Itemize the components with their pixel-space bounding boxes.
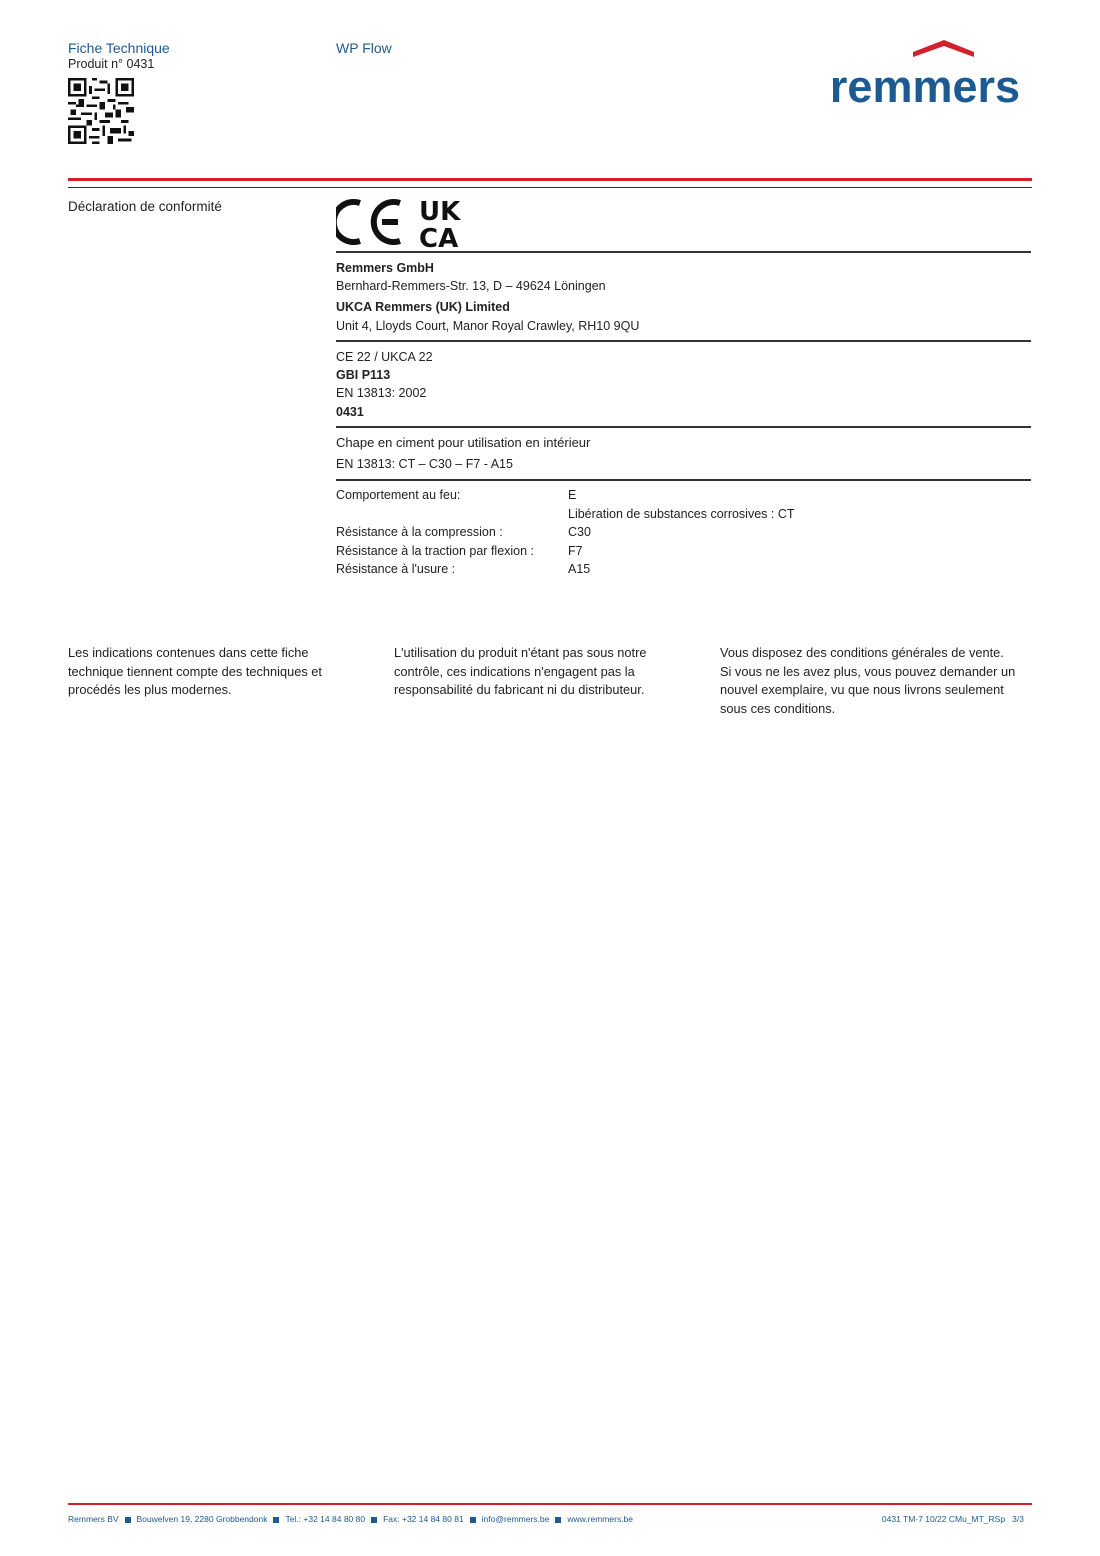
header-rule-red — [68, 178, 1032, 181]
property-value: F7 — [568, 544, 583, 558]
document-title: Fiche Technique — [68, 40, 170, 56]
product-designation: EN 13813: CT – C30 – F7 - A15 — [336, 457, 513, 471]
disclaimer-line: Si vous ne les avez plus, vous pouvez demander un — [720, 663, 1016, 679]
footer-doc-code: 0431 TM-7 10/22 CMu_MT_RSp — [881, 1514, 1006, 1524]
divider — [336, 340, 1031, 342]
property-label: Résistance à la traction par flexion : — [336, 544, 535, 558]
footer-tel: Tel.: +32 14 84 80 80 — [285, 1514, 366, 1524]
bullet-square-icon — [555, 1517, 561, 1523]
footer-doc-info — [882, 1514, 1024, 1524]
bullet-square-icon — [371, 1517, 377, 1523]
bullet-square-icon — [470, 1517, 476, 1523]
notified-body: GBI P113 — [336, 368, 391, 382]
remmers-logo — [818, 38, 1032, 114]
property-value: C30 — [568, 525, 591, 539]
svg-text:CA: CA — [419, 224, 459, 250]
footer-fax: Fax: +32 14 84 80 81 — [383, 1514, 464, 1524]
disclaimer-line: nouvel exemplaire, vu que nous livrons seulement — [720, 682, 1004, 698]
product-description: Chape en ciment pour utilisation en intérieur — [336, 435, 591, 450]
disclaimer-line: procédés les plus modernes. — [68, 682, 232, 698]
ce-mark-icon — [336, 202, 400, 242]
property-label: Résistance à l'usure : — [336, 562, 456, 576]
qr-code-icon — [68, 78, 134, 144]
disclaimer-line: Vous disposez des conditions générales de vente. — [720, 645, 1004, 660]
certification-year: CE 22 / UKCA 22 — [336, 350, 433, 364]
manufacturer-address: Bernhard-Remmers-Str. 13, D – 49624 Löningen — [336, 279, 606, 293]
bullet-square-icon — [125, 1517, 131, 1523]
svg-text:remmers: remmers — [829, 61, 1021, 112]
property-label: Résistance à la compression : — [336, 525, 503, 539]
section-label: Déclaration de conformité — [68, 199, 222, 214]
page-number: 3/3 — [1012, 1514, 1024, 1524]
uk-manufacturer-name: UKCA Remmers (UK) Limited — [336, 300, 510, 314]
footer-company: Remmers BV — [68, 1514, 119, 1524]
property-value: E — [568, 488, 577, 502]
disclaimer-line: L'utilisation du produit n'étant pas sous notre — [394, 645, 647, 660]
disclaimer-line: technique tiennent compte des techniques et — [68, 663, 322, 679]
property-label: Comportement au feu: — [336, 488, 461, 502]
footer-website[interactable]: www.remmers.be — [567, 1514, 634, 1524]
disclaimer-line: responsabilité du fabricant ni du distributeur. — [394, 682, 645, 698]
disclaimer-line: contrôle, ces indications n'engagent pas la — [394, 663, 635, 679]
disclaimer-col-3 — [720, 644, 1040, 718]
disclaimer-line: Les indications contenues dans cette fiche — [68, 645, 309, 660]
disclaimer-line: sous ces conditions. — [720, 700, 836, 716]
property-value: Libération de substances corrosives : CT — [568, 507, 795, 521]
svg-text:UK: UK — [419, 197, 461, 227]
divider — [336, 479, 1031, 481]
ce-ukca-marks — [336, 196, 476, 250]
header-rule-dark — [68, 187, 1032, 188]
footer-contact — [68, 1514, 633, 1524]
ukca-mark-icon — [419, 197, 461, 250]
declaration-number: 0431 — [336, 405, 364, 419]
footer-address: Bouwelven 19, 2280 Grobbendonk — [136, 1514, 268, 1524]
footer-rule — [68, 1503, 1032, 1505]
disclaimer-col-1 — [68, 644, 358, 700]
bullet-square-icon — [273, 1517, 279, 1523]
manufacturer-name: Remmers GmbH — [336, 261, 434, 275]
product-name: WP Flow — [336, 40, 392, 56]
divider — [336, 251, 1031, 253]
product-number: Produit n° 0431 — [68, 57, 155, 71]
uk-manufacturer-address: Unit 4, Lloyds Court, Manor Royal Crawley, RH10 9QU — [336, 319, 640, 333]
footer-email[interactable]: info@remmers.be — [481, 1514, 550, 1524]
disclaimer-col-2 — [394, 644, 684, 700]
divider — [336, 426, 1031, 428]
property-value: A15 — [568, 562, 591, 576]
standard: EN 13813: 2002 — [336, 386, 427, 400]
